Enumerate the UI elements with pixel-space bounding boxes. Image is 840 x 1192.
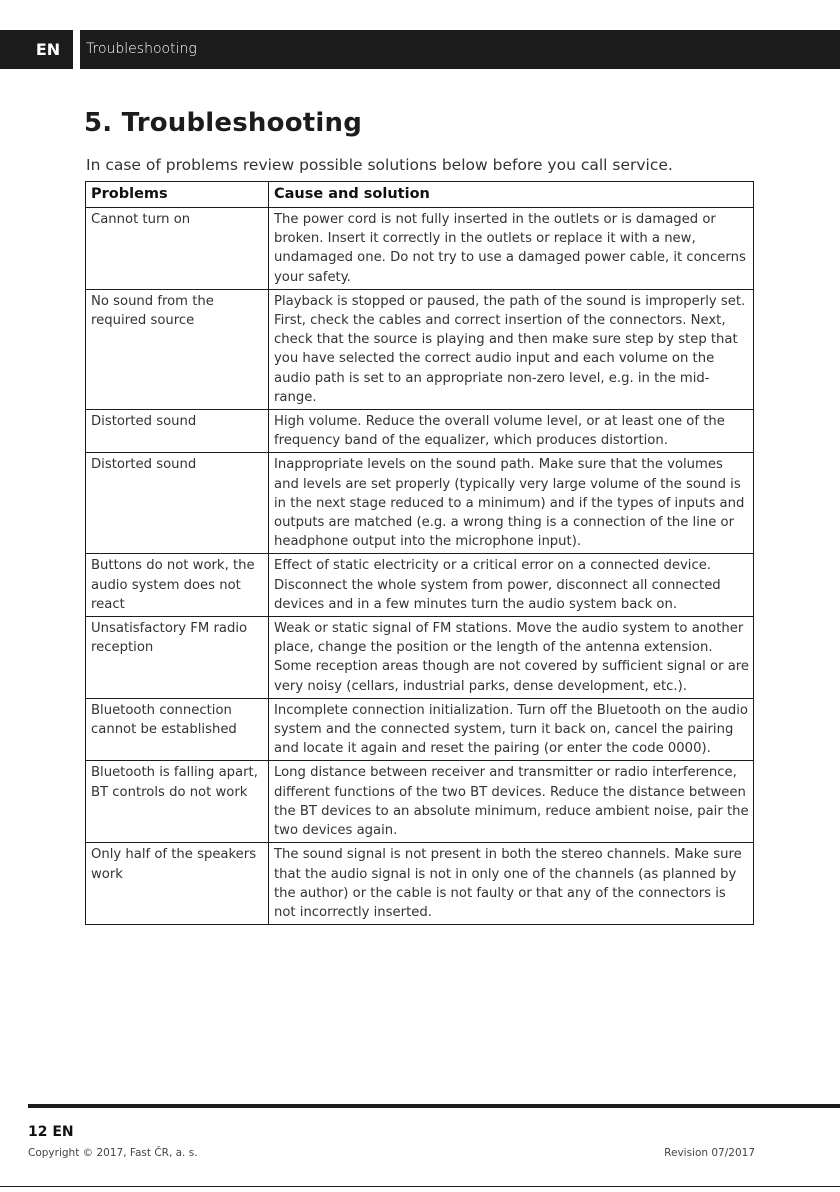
page-title: 5. Troubleshooting: [84, 108, 363, 138]
problem-cell: Distorted sound: [86, 410, 269, 453]
problem-cell: Cannot turn on: [86, 208, 269, 290]
solution-cell: The power cord is not fully inserted in the outlets or is damaged or broken. Insert it correctly in the outlets or replace it with a new, undamaged one. Do not try to use a damaged power cable, it concerns your safety.: [269, 208, 754, 290]
solution-cell: The sound signal is not present in both the stereo channels. Make sure that the audio signal is not in only one of the channels (as planned by the author) or the cable is not faulty or that any of the connectors is not incorrectly inserted.: [269, 843, 754, 925]
language-tag: EN: [35, 40, 61, 59]
solution-cell: High volume. Reduce the overall volume level, or at least one of the frequency band of the equalizer, which produces distortion.: [269, 410, 754, 453]
problem-cell: Only half of the speakers work: [86, 843, 269, 925]
page-number: 12 EN: [28, 1124, 74, 1140]
troubleshooting-table: [85, 181, 754, 925]
revision-text: Revision 07/2017: [664, 1147, 755, 1159]
solution-cell: Inappropriate levels on the sound path. Make sure that the volumes and levels are set properly (typically very large volume of the sound is in the next stage reduced to a minimum) and if the types of inputs and outputs are matched (e.g. a wrong thing is a connection of the line or headphone output into the microphone input).: [269, 453, 754, 554]
table-row: [86, 617, 754, 699]
header-cause-solution: Cause and solution: [269, 182, 754, 208]
intro-text: In case of problems review possible solutions below before you call service.: [86, 156, 673, 174]
table-row: [86, 761, 754, 843]
solution-cell: Incomplete connection initialization. Turn off the Bluetooth on the audio system and the connected system, turn it back on, cancel the pairing and locate it again and reset the pairing (or enter the code 0000).: [269, 698, 754, 761]
header-section-title: Troubleshooting: [86, 41, 197, 57]
problem-cell: Buttons do not work, the audio system does not react: [86, 554, 269, 617]
problem-cell: Distorted sound: [86, 453, 269, 554]
table-row: [86, 410, 754, 453]
problem-cell: Unsatisfactory FM radio reception: [86, 617, 269, 699]
problem-cell: Bluetooth connection cannot be established: [86, 698, 269, 761]
table-header-row: [86, 182, 754, 208]
table-row: [86, 289, 754, 409]
solution-cell: Playback is stopped or paused, the path of the sound is improperly set. First, check the cables and correct insertion of the connectors. Next, check that the source is playing and then make sure step by step that you have selected the correct audio input and each volume on the audio path is set to an appropriate non-zero level, e.g. in the mid-range.: [269, 289, 754, 409]
table-row: [86, 208, 754, 290]
solution-cell: Effect of static electricity or a critical error on a connected device. Disconnect the whole system from power, disconnect all connected devices and in a few minutes turn the audio system back on.: [269, 554, 754, 617]
table-row: [86, 554, 754, 617]
header-problems: Problems: [86, 182, 269, 208]
copyright-text: Copyright © 2017, Fast ČR, a. s.: [28, 1147, 198, 1159]
bottom-rule: [0, 1186, 840, 1187]
solution-cell: Long distance between receiver and transmitter or radio interference, different functions of the two BT devices. Reduce the distance between the BT devices to an absolute minimum, reduce ambient noise, pair the two devices again.: [269, 761, 754, 843]
problem-cell: Bluetooth is falling apart, BT controls do not work: [86, 761, 269, 843]
footer-rule: [28, 1104, 840, 1108]
table-row: [86, 453, 754, 554]
problem-cell: No sound from the required source: [86, 289, 269, 409]
table-row: [86, 698, 754, 761]
solution-cell: Weak or static signal of FM stations. Move the audio system to another place, change the position or the length of the antenna extension. Some reception areas though are not covered by sufficient signal or are very noisy (cellars, industrial parks, dense development, etc.).: [269, 617, 754, 699]
header-separator: [73, 30, 80, 69]
table-row: [86, 843, 754, 925]
